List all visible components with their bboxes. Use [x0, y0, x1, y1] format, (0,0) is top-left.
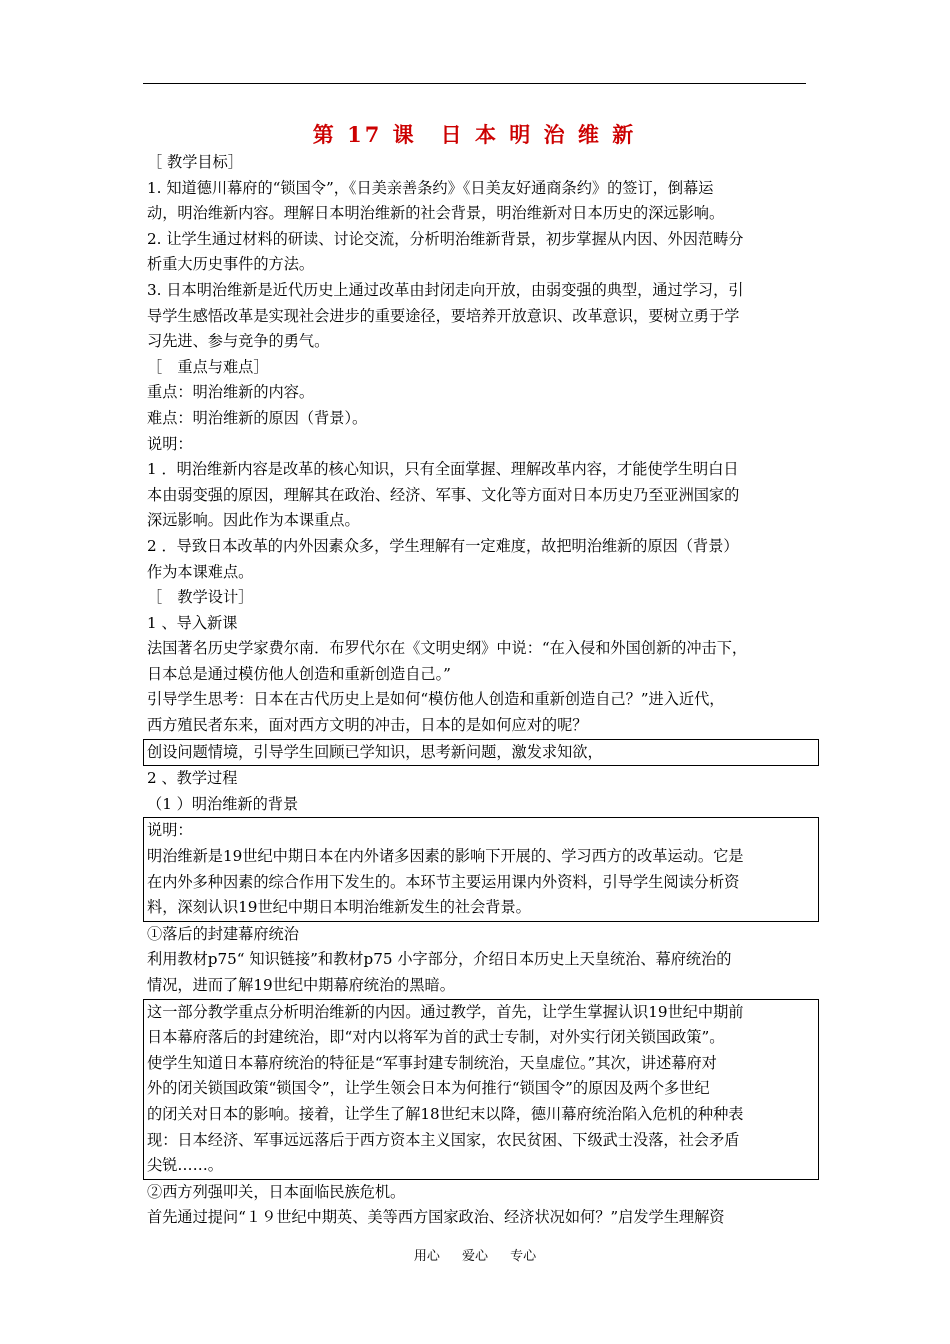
header-rule [143, 83, 806, 84]
text-line: 明治维新是19世纪中期日本在内外诸多因素的影响下开展的、学习西方的改革运动。它是 [147, 847, 744, 866]
section-objectives [147, 150, 819, 739]
text-line: 引导学生思考：日本在古代历史上是如何“模仿他人创造和重新创造自己？”进入近代， [147, 690, 725, 709]
text-line: 这一部分教学重点分析明治维新的内因。通过教学，首先，让学生掌握认识19世纪中期前 [147, 1002, 744, 1021]
page-footer: 用心 爱心 专心 [413, 1249, 537, 1264]
text-line: 料，深刻认识19世纪中期日本明治维新发生的社会背景。 [147, 898, 531, 917]
text-line: 本由弱变强的原因，理解其在政治、经济、军事、文化等方面对日本历史乃至亚洲国家的 [147, 485, 740, 504]
text-line: 日本幕府落后的封建统治，即“对内以将军为首的武士专制，对外实行闭关锁国政策”。 [147, 1028, 725, 1047]
text-line: 说明： [147, 821, 193, 840]
text-line: 法国著名历史学家费尔南．布罗代尔在《文明史纲》中说：“在入侵和外国创新的冲击下， [147, 639, 748, 658]
text-line: 导学生感悟改革是实现社会进步的重要途径，要培养开放意识、改革意识，要树立勇于学 [147, 306, 740, 325]
text-line: 首先通过提问“１９世纪中期英、美等西方国家政治、经济状况如何？”启发学生理解资 [147, 1208, 725, 1227]
text-line: 难点：明治维新的原因（背景）。 [147, 408, 368, 427]
text-line: 1. 知道德川幕府的“锁国令”，《日美亲善条约》《日美友好通商条约》的签订，倒幕运 [147, 178, 714, 197]
text-line: 西方殖民者东来，面对西方文明的冲击，日本的是如何应对的呢？ [147, 716, 588, 735]
text-line: 现：日本经济、军事远远落后于西方资本主义国家，农民贫困、下级武士没落，社会矛盾 [147, 1130, 740, 1149]
note-box-2 [143, 817, 819, 921]
text-line: ［ 教学目标］ [147, 153, 243, 171]
text-line: 1 、导入新课 [147, 613, 238, 632]
text-line: 重点：明治维新的内容。 [147, 383, 315, 402]
note-box-3 [143, 999, 819, 1180]
text-line: 2 、教学过程 [147, 769, 238, 788]
text-line: 3. 日本明治维新是近代历史上通过改革由封闭走向开放，由弱变强的典型，通过学习，引 [147, 280, 744, 299]
text-line: 深远影响。因此作为本课重点。 [147, 511, 360, 530]
text-line: 说明： [147, 434, 193, 453]
text-line: 外的闭关锁国政策“锁国令”，让学生领会日本为何推行“锁国令”的原因及两个多世纪 [147, 1079, 710, 1098]
text-line: 在内外多种因素的综合作用下发生的。本环节主要运用课内外资料，引导学生阅读分析资 [147, 872, 740, 891]
text-line: ②西方列强叩关，日本面临民族危机。 [147, 1182, 406, 1201]
text-line: ［ 教学设计］ [147, 588, 254, 607]
text-line: 动，明治维新内容。理解日本明治维新的社会背景，明治维新对日本历史的深远影响。 [147, 204, 725, 223]
document-body [147, 150, 819, 1231]
text-line: 日本总是通过模仿他人创造和重新创造自己。” [147, 664, 451, 683]
text-line: 2 ．导致日本改革的内外因素众多，学生理解有一定难度，故把明治维新的原因（背景） [147, 536, 739, 555]
text-line: 作为本课难点。 [147, 562, 254, 581]
text-line: 1 ．明治维新内容是改革的核心知识，只有全面掌握、理解改革内容，才能使学生明白日 [147, 460, 739, 479]
page-title: 第 17 课 日 本 明 治 维 新 [312, 122, 637, 147]
text-line: 使学生知道日本幕府统治的特征是“军事封建专制统治，天皇虚位。”其次，讲述幕府对 [147, 1053, 717, 1072]
text-line: 尖锐……。 [147, 1156, 223, 1175]
text-line: 2. 让学生通过材料的研读、讨论交流，分析明治维新背景，初步掌握从内因、外因范畴分 [147, 229, 744, 248]
text-line: 情况，进而了解19世纪中期幕府统治的黑暗。 [147, 976, 455, 994]
text-line: ①落后的封建幕府统治 [147, 924, 299, 943]
text-line: 利用教材p75“ 知识链接”和教材p75 小字部分，介绍日本历史上天皇统治、幕府统治的 [147, 950, 732, 969]
text-line: （1 ）明治维新的背景 [147, 794, 299, 813]
text-line: 的闭关对日本的影响。接着，让学生了解18世纪末以降，德川幕府统治陷入危机的种种表 [147, 1104, 744, 1123]
note-box-1 [143, 739, 819, 767]
text-line: 析重大历史事件的方法。 [147, 255, 315, 274]
text-line: 习先进、参与竞争的勇气。 [147, 332, 330, 351]
text-line: ［ 重点与难点］ [147, 357, 269, 376]
text-line: 创设问题情境，引导学生回顾已学知识，思考新问题，激发求知欲， [147, 742, 603, 761]
